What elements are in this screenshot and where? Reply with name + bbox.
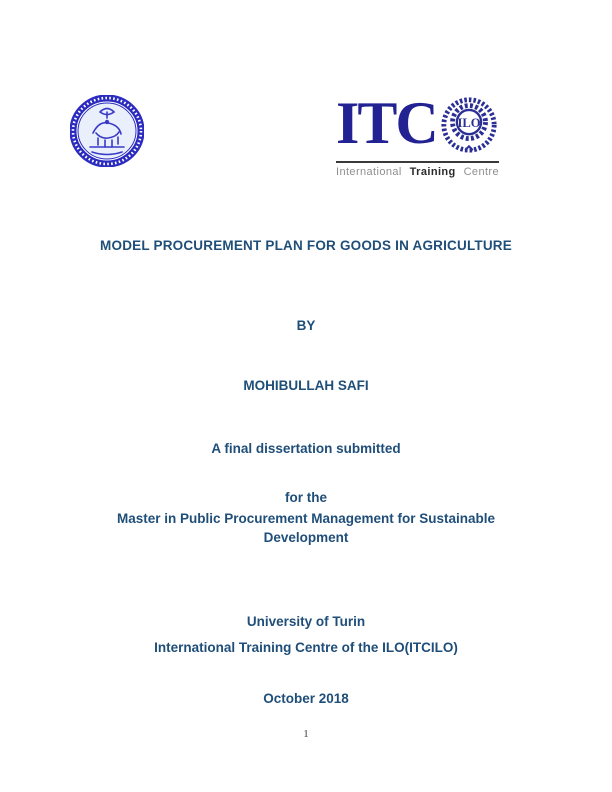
program-name: Master in Public Procurement Management for Sustainable Development (116, 511, 496, 545)
itc-tagline-training: Training (409, 166, 456, 178)
ilo-emblem-icon (438, 93, 500, 160)
ilo-emblem-text: ILO (457, 115, 481, 130)
itc-tagline-international: International (336, 166, 402, 178)
itc-ilo-logo (336, 90, 499, 178)
university-seal-graphic (70, 95, 144, 167)
itc-logo-row (336, 90, 499, 160)
for-the-label: for the (285, 490, 327, 505)
itc-logo-divider (336, 161, 499, 163)
page-number: 1 (303, 728, 309, 740)
by-label: BY (296, 318, 316, 333)
university-name: University of Turin (246, 614, 366, 629)
publication-date: October 2018 (263, 691, 349, 706)
itc-tagline (336, 166, 499, 178)
itc-tagline-centre: Centre (463, 166, 499, 178)
university-of-turin-seal (70, 95, 144, 167)
submission-statement: A final dissertation submitted (211, 441, 401, 456)
itc-acronym-text: ITC (336, 90, 437, 156)
author-name: MOHIBULLAH SAFI (243, 378, 369, 393)
ilo-emblem-graphic (438, 93, 500, 155)
dissertation-title: MODEL PROCUREMENT PLAN FOR GOODS IN AGRICULTURE (100, 238, 512, 253)
institute-name: International Training Centre of the ILO(ITCILO) (154, 640, 458, 655)
